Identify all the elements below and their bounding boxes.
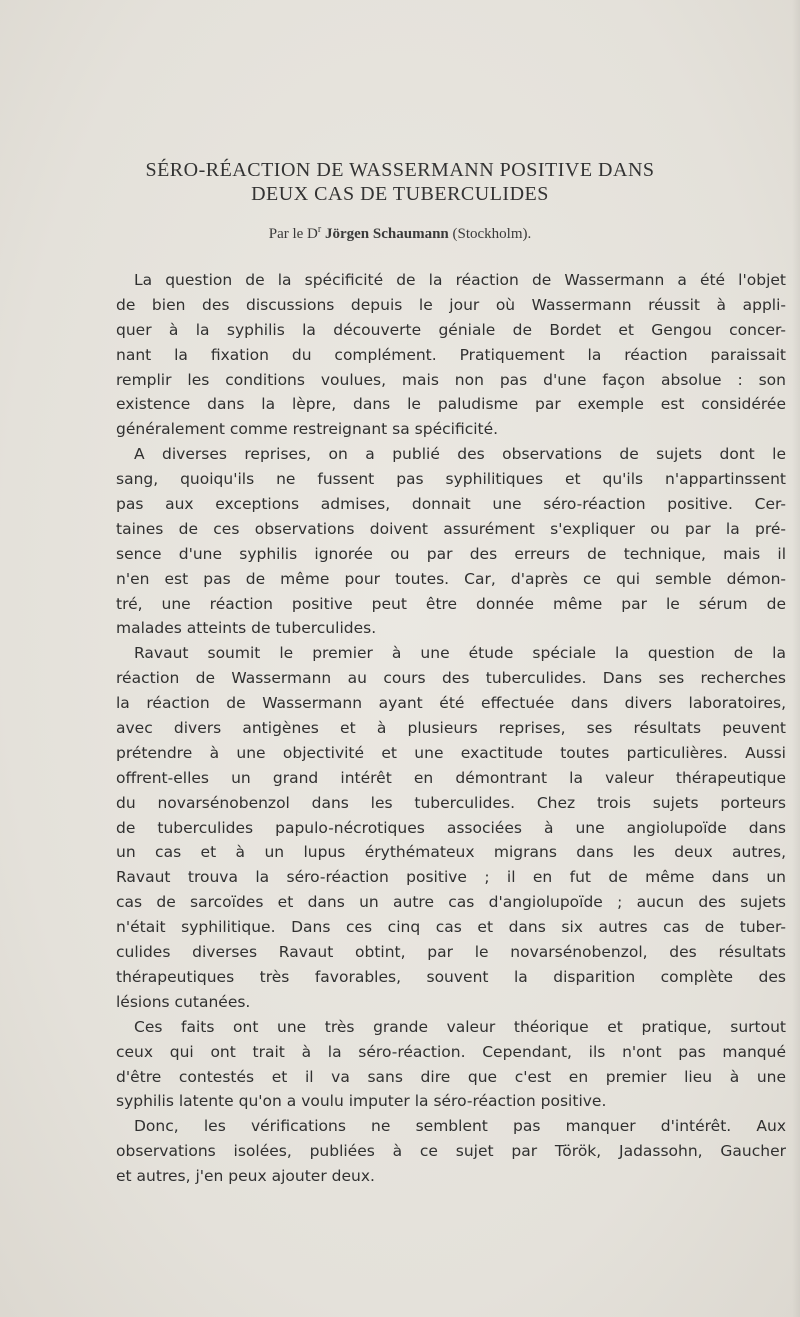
text-line: Ravaut soumit le premier à une étude spéciale la question de la [134, 644, 786, 663]
text-line: n'était syphilitique. Dans ces cinq cas et dans six autres cas de tuber- [116, 918, 786, 937]
text-line: sang, quoiqu'ils ne fussent pas syphilitiques et qu'ils n'appartinssent [116, 470, 786, 489]
article-body [116, 268, 786, 1189]
author-place: (Stockholm). [452, 226, 532, 242]
text-line: malades atteints de tuberculides. [116, 619, 377, 638]
text-line: sence d'une syphilis ignorée ou par des erreurs de technique, mais il [116, 544, 786, 563]
text-line: ceux qui ont trait à la séro-réaction. Cependant, ils n'ont pas manqué [116, 1042, 786, 1061]
text-line: de bien des discussions depuis le jour où Wassermann réussit à appli- [116, 295, 786, 314]
text-line: taines de ces observations doivent assurément s'expliquer ou par la pré- [116, 519, 786, 538]
author-name: Jörgen Schaumann [324, 226, 449, 242]
text-line: lésions cutanées. [116, 992, 251, 1011]
text-line: quer à la syphilis la découverte géniale de Bordet et Gengou concer- [116, 320, 786, 339]
paragraph [116, 442, 786, 641]
text-line: d'être contestés et il va sans dire que c'est en premier lieu à une [116, 1067, 786, 1086]
text-line: réaction de Wassermann au cours des tuberculides. Dans ses recherches [116, 669, 786, 688]
text-line: Ces faits ont une très grande valeur théorique et pratique, surtout [134, 1017, 786, 1036]
byline-prefix: Par le D [268, 226, 318, 242]
text-line: Ravaut trouva la séro-réaction positive ; il en fut de même dans un [116, 868, 786, 887]
text-line: du novarsénobenzol dans les tuberculides. Chez trois sujets porteurs [116, 793, 786, 812]
byline-superscript: r [317, 224, 322, 235]
byline [100, 224, 700, 243]
paragraph [116, 1114, 786, 1189]
text-line: et autres, j'en peux ajouter deux. [116, 1167, 375, 1186]
text-line: avec divers antigènes et à plusieurs reprises, ses résultats peuvent [116, 719, 786, 738]
text-line: offrent-elles un grand intérêt en démontrant la valeur thérapeutique [116, 768, 786, 787]
paragraph [116, 1015, 786, 1115]
text-line: syphilis latente qu'on a voulu imputer la séro-réaction positive. [116, 1092, 607, 1111]
paragraph [116, 268, 786, 442]
text-line: tré, une réaction positive peut être donnée même par le sérum de [116, 594, 786, 613]
text-line: de tuberculides papulo-nécrotiques associées à une angiolupoïde dans [116, 818, 786, 837]
page-edge-shadow [792, 0, 800, 1317]
text-line: n'en est pas de même pour toutes. Car, d'après ce qui semble démon- [116, 569, 786, 588]
text-line: remplir les conditions voulues, mais non pas d'une façon absolue : son [116, 370, 786, 389]
text-line: prétendre à une objectivité et une exactitude toutes particulières. Aussi [116, 743, 786, 762]
article-title-line-1: SÉRO-RÉACTION DE WASSERMANN POSITIVE DANS [145, 159, 655, 181]
text-line: thérapeutiques très favorables, souvent la disparition complète des [116, 967, 786, 986]
text-line: généralement comme restreignant sa spécificité. [116, 420, 499, 439]
article-title-line-2: DEUX CAS DE TUBERCULIDES [251, 183, 549, 205]
text-line: Donc, les vérifications ne semblent pas manquer d'intérêt. Aux [134, 1117, 786, 1136]
text-line: existence dans la lèpre, dans le paludisme par exemple est considérée [116, 395, 786, 414]
text-line: La question de la spécificité de la réaction de Wassermann a été l'objet [134, 271, 786, 289]
paragraph [116, 641, 786, 1014]
text-line: culides diverses Ravaut obtint, par le novarsénobenzol, des résultats [116, 943, 786, 962]
text-line: cas de sarcoïdes et dans un autre cas d'angiolupoïde ; aucun des sujets [116, 893, 786, 912]
text-line: A diverses reprises, on a publié des observations de sujets dont le [134, 445, 786, 464]
text-line: observations isolées, publiées à ce sujet par Török, Jadassohn, Gaucher [116, 1142, 786, 1161]
text-line: nant la fixation du complément. Pratiquement la réaction paraissait [116, 345, 786, 364]
text-line: la réaction de Wassermann ayant été effectuée dans divers laboratoires, [116, 694, 786, 713]
text-line: un cas et à un lupus érythémateux migrans dans les deux autres, [116, 843, 786, 862]
text-line: pas aux exceptions admises, donnait une séro-réaction positive. Cer- [116, 495, 786, 514]
